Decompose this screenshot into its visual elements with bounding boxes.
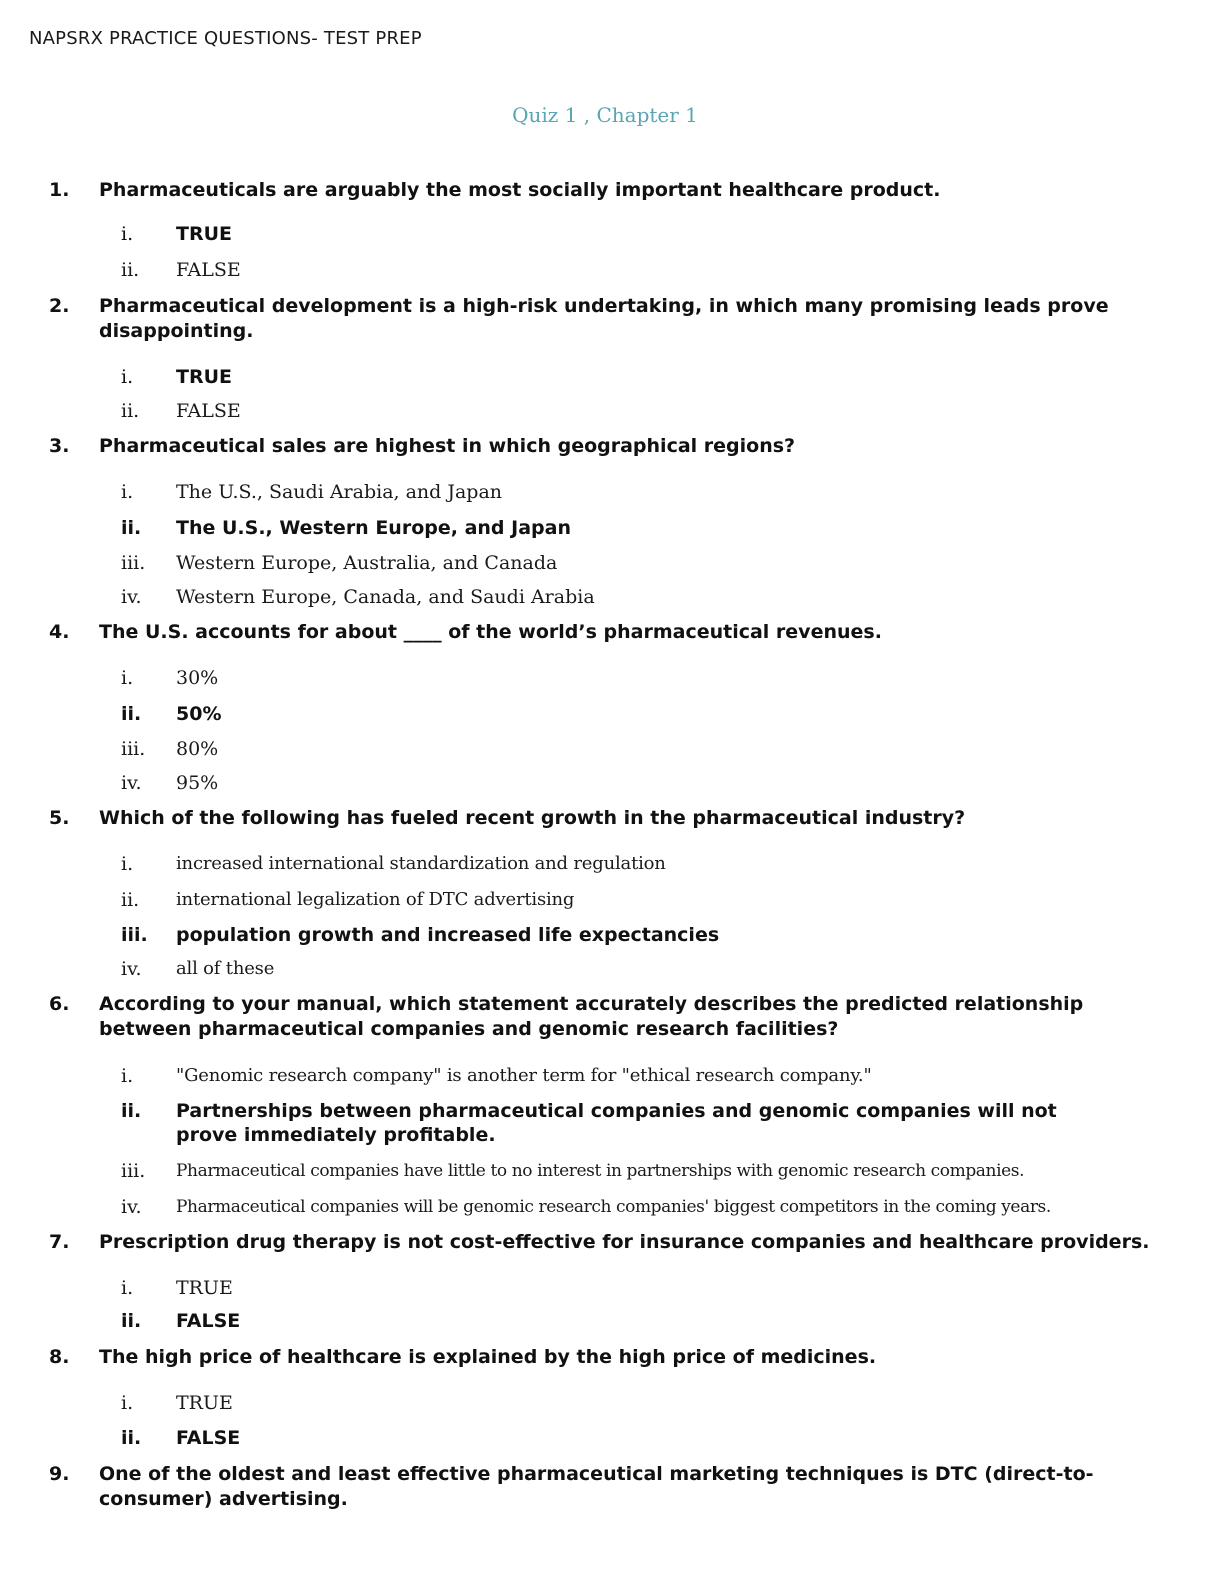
question-text: The U.S. accounts for about ____ of the world’s pharmaceutical revenues. bbox=[99, 621, 882, 643]
question-number: 8. bbox=[49, 1346, 70, 1368]
question-text: Prescription drug therapy is not cost-effective for insurance companies and healthcare providers. bbox=[99, 1231, 1150, 1253]
question-number: 9. bbox=[49, 1463, 70, 1485]
option-text: 50% bbox=[176, 703, 222, 725]
option-text: FALSE bbox=[176, 400, 241, 422]
option-numeral: iii. bbox=[121, 552, 146, 574]
option-text: FALSE bbox=[176, 1310, 241, 1332]
option-text: all of these bbox=[176, 958, 275, 979]
option-numeral: i. bbox=[121, 1392, 134, 1414]
option-numeral: iv. bbox=[121, 1196, 142, 1218]
option-numeral: ii. bbox=[121, 1427, 142, 1449]
option-text: population growth and increased life expectancies bbox=[176, 924, 720, 946]
option-text: 30% bbox=[176, 667, 219, 689]
question-number: 3. bbox=[49, 435, 70, 457]
option-numeral: iii. bbox=[121, 1160, 146, 1182]
option-numeral: ii. bbox=[121, 400, 140, 422]
question-number: 1. bbox=[49, 179, 70, 201]
option-numeral: ii. bbox=[121, 703, 142, 725]
option-numeral: iii. bbox=[121, 924, 148, 946]
option-numeral: ii. bbox=[121, 259, 140, 281]
option-numeral: i. bbox=[121, 481, 134, 503]
option-numeral: ii. bbox=[121, 517, 142, 539]
option-text: 80% bbox=[176, 738, 219, 760]
option-numeral: iv. bbox=[121, 958, 142, 980]
option-text: The U.S., Western Europe, and Japan bbox=[176, 517, 571, 539]
option-text: Partnerships between pharmaceutical companies and genomic companies will not prove immediately profitable. bbox=[176, 1100, 1057, 1146]
option-text: TRUE bbox=[176, 1277, 233, 1299]
option-numeral: i. bbox=[121, 366, 134, 388]
option-text: international legalization of DTC advertising bbox=[176, 889, 575, 910]
question-text: Pharmaceutical development is a high-risk undertaking, in which many promising leads prove disappointing. bbox=[99, 295, 1109, 342]
option-text: Pharmaceutical companies will be genomic research companies' biggest competitors in the coming years. bbox=[176, 1197, 1051, 1217]
option-text: increased international standardization and regulation bbox=[176, 853, 666, 874]
option-numeral: iv. bbox=[121, 772, 142, 794]
option-text: Western Europe, Canada, and Saudi Arabia bbox=[176, 586, 595, 608]
option-numeral: iv. bbox=[121, 586, 142, 608]
question-text: Which of the following has fueled recent growth in the pharmaceutical industry? bbox=[99, 807, 966, 829]
option-numeral: i. bbox=[121, 1065, 134, 1087]
option-numeral: i. bbox=[121, 667, 134, 689]
question-text: One of the oldest and least effective pharmaceutical marketing techniques is DTC (direct-to-consumer) advertising. bbox=[99, 1463, 1094, 1510]
option-text: Pharmaceutical companies have little to no interest in partnerships with genomic research companies. bbox=[176, 1161, 1025, 1181]
option-text: Western Europe, Australia, and Canada bbox=[176, 552, 558, 574]
option-text: TRUE bbox=[176, 1392, 233, 1414]
option-text: The U.S., Saudi Arabia, and Japan bbox=[176, 481, 503, 503]
option-text: TRUE bbox=[176, 366, 232, 388]
option-numeral: ii. bbox=[121, 1310, 142, 1332]
document-header: NAPSRX PRACTICE QUESTIONS- TEST PREP bbox=[29, 28, 422, 49]
question-text: Pharmaceutical sales are highest in which geographical regions? bbox=[99, 435, 796, 457]
question-number: 5. bbox=[49, 807, 70, 829]
question-text: The high price of healthcare is explained by the high price of medicines. bbox=[99, 1346, 877, 1368]
option-numeral: ii. bbox=[121, 889, 140, 911]
question-number: 7. bbox=[49, 1231, 70, 1253]
option-numeral: i. bbox=[121, 223, 134, 245]
option-numeral: i. bbox=[121, 1277, 134, 1299]
option-text: FALSE bbox=[176, 1427, 241, 1449]
option-text: "Genomic research company" is another term for "ethical research company." bbox=[176, 1065, 872, 1086]
option-numeral: ii. bbox=[121, 1100, 142, 1122]
question-number: 2. bbox=[49, 295, 70, 317]
question-text: According to your manual, which statement accurately describes the predicted relationship between pharmaceutical companies and genomic research facilities? bbox=[99, 993, 1084, 1040]
question-number: 6. bbox=[49, 993, 70, 1015]
option-numeral: i. bbox=[121, 853, 134, 875]
question-text: Pharmaceuticals are arguably the most socially important healthcare product. bbox=[99, 179, 941, 201]
quiz-title: Quiz 1 , Chapter 1 bbox=[512, 103, 698, 127]
option-numeral: iii. bbox=[121, 738, 146, 760]
option-text: 95% bbox=[176, 772, 219, 794]
option-text: TRUE bbox=[176, 223, 232, 245]
option-text: FALSE bbox=[176, 259, 241, 281]
question-number: 4. bbox=[49, 621, 70, 643]
